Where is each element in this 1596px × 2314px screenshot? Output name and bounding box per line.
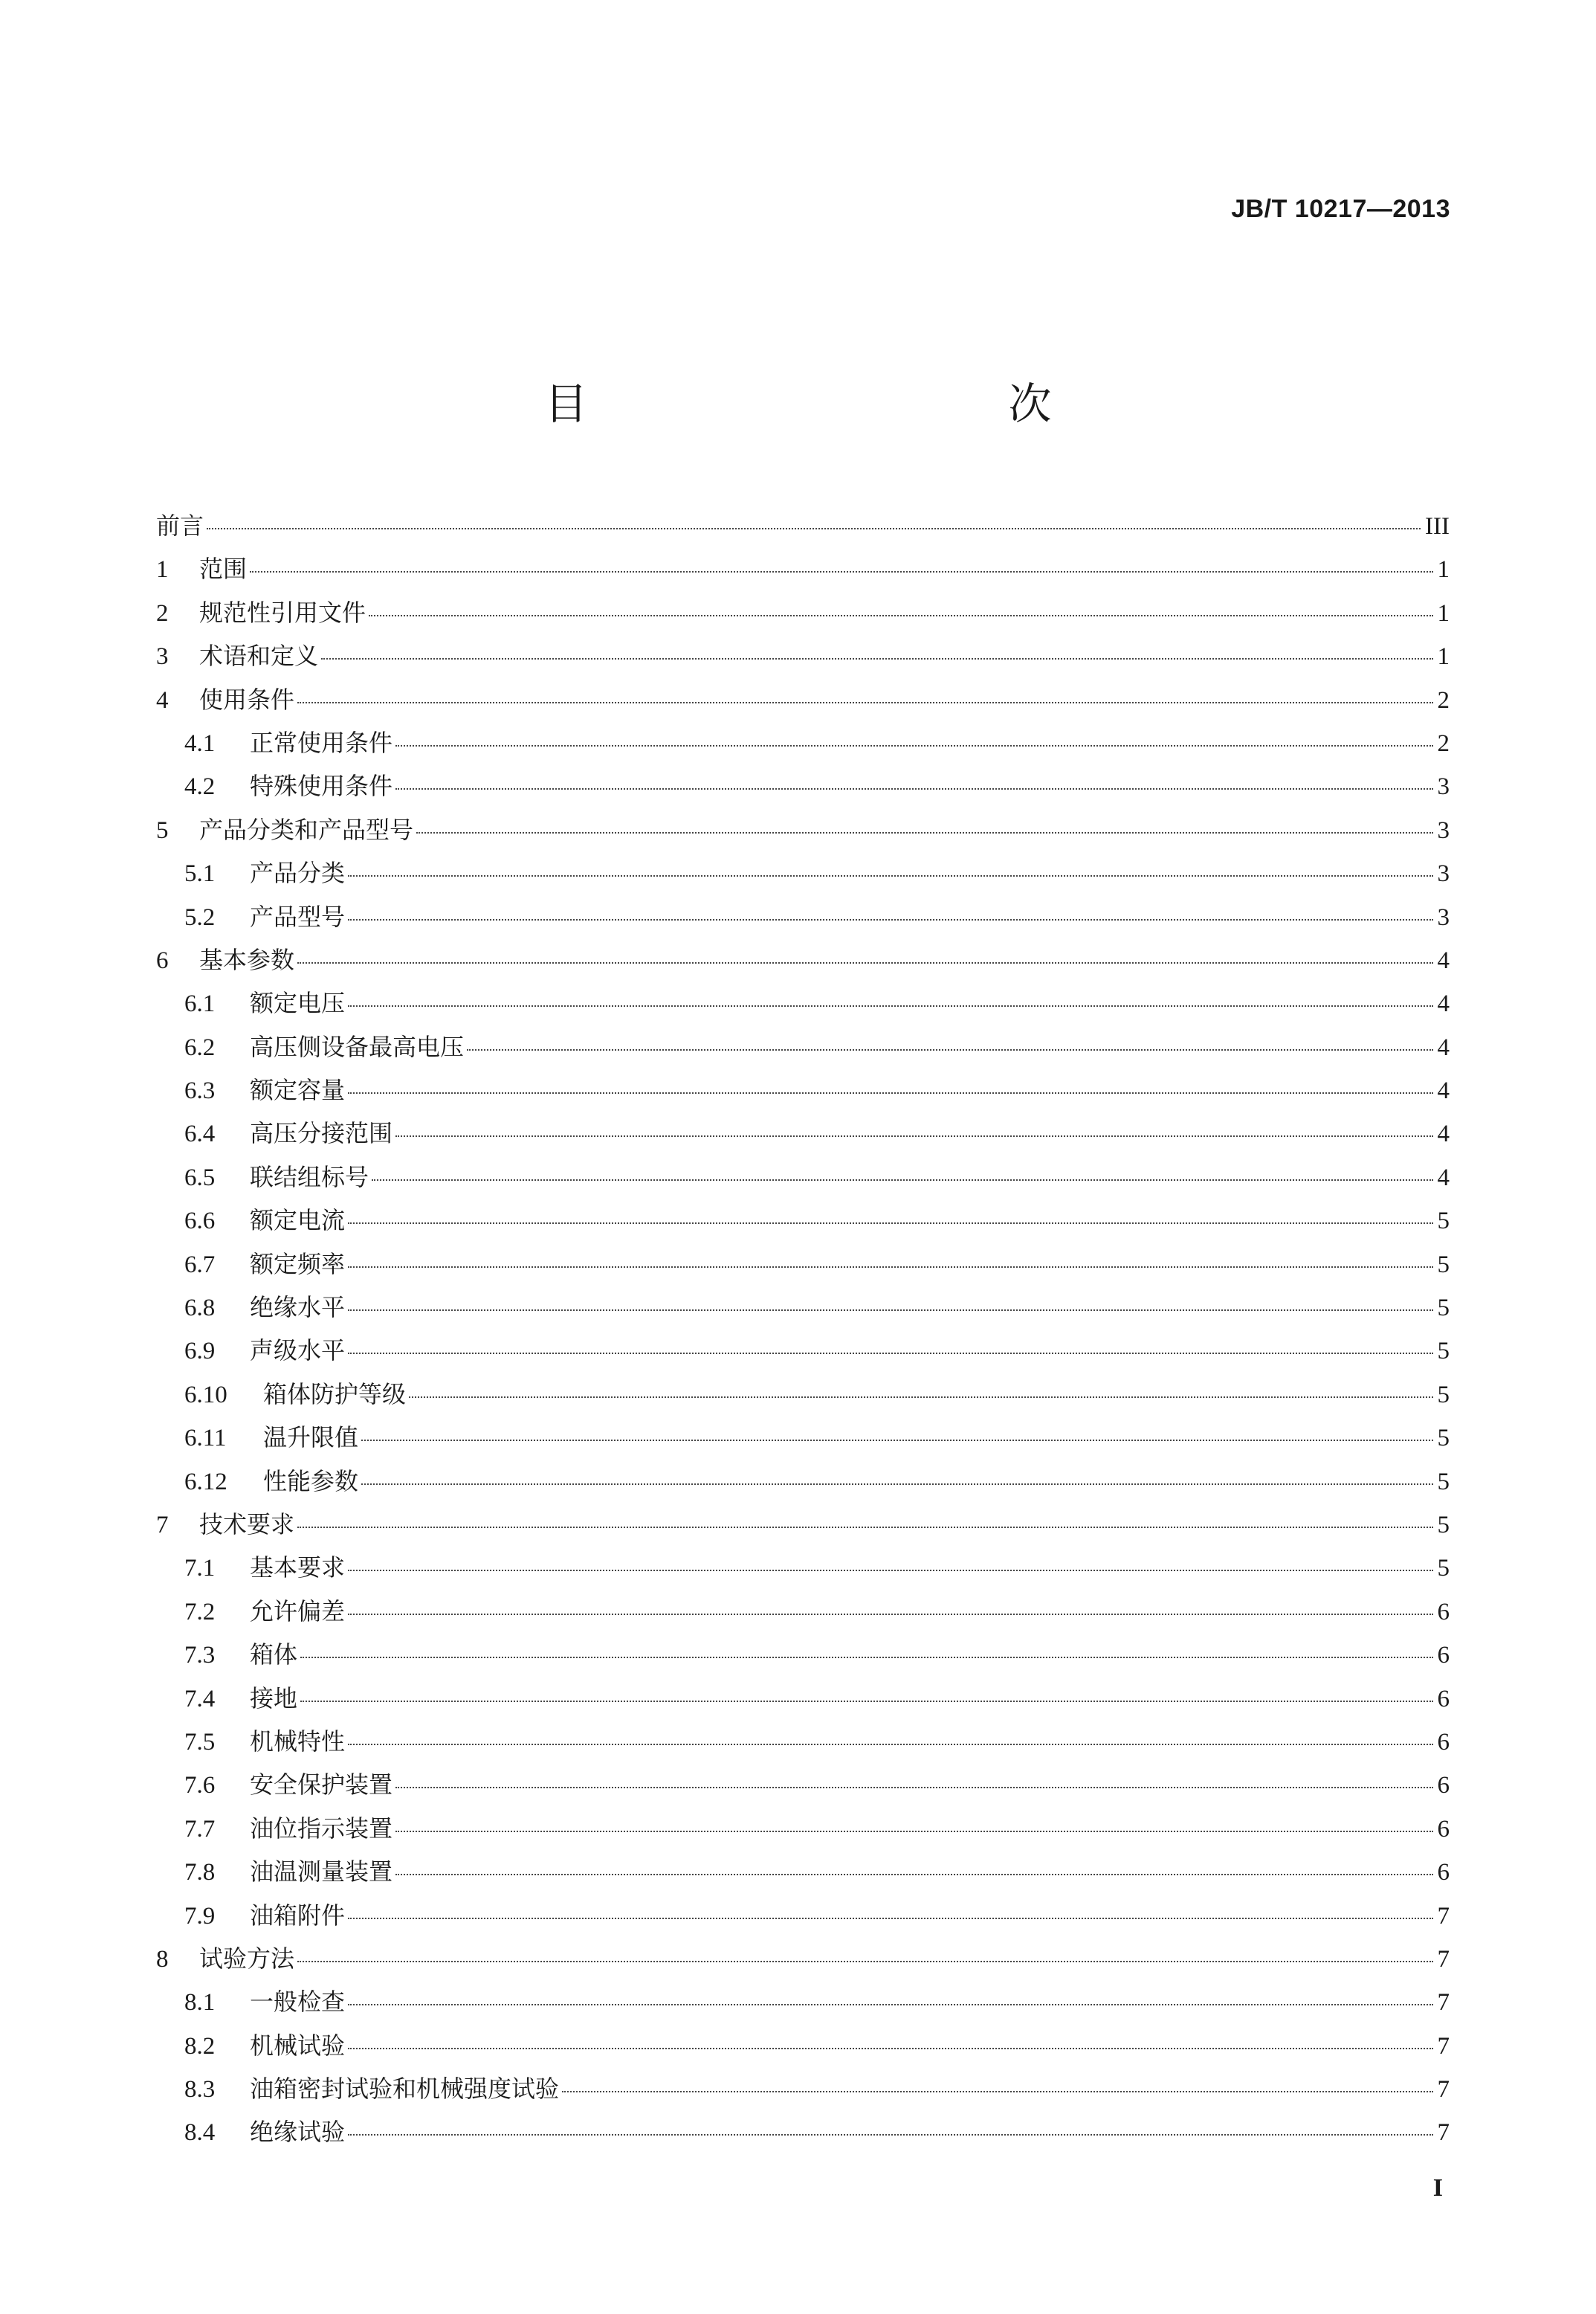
toc-entry-label: 性能参数 — [263, 1466, 359, 1495]
toc-dot-leader — [348, 1570, 1432, 1571]
toc-dot-leader — [348, 1222, 1432, 1224]
toc-dot-leader — [395, 1831, 1432, 1832]
toc-entry[interactable] — [156, 767, 1450, 810]
toc-entry[interactable] — [156, 1549, 1450, 1592]
toc-entry-number: 6.1 — [184, 990, 216, 1018]
toc-entry-label: 机械试验 — [250, 2031, 346, 2060]
toc-dot-leader — [467, 1049, 1432, 1051]
toc-entry-number: 3 — [156, 643, 169, 671]
toc-entry-page: 2 — [1437, 729, 1450, 757]
toc-entry-page: 5 — [1437, 1251, 1450, 1278]
toc-dot-leader — [348, 1918, 1432, 1919]
toc-entry[interactable] — [156, 984, 1450, 1028]
toc-dot-leader — [348, 1744, 1432, 1745]
toc-entry-label: 特殊使用条件 — [250, 772, 393, 801]
toc-entry-label: 绝缘试验 — [250, 2118, 346, 2147]
toc-entry-page: 4 — [1437, 1077, 1450, 1105]
toc-entry-number: 5.2 — [184, 903, 216, 931]
toc-entry-number: 4.2 — [184, 773, 216, 801]
toc-entry-number: 7.4 — [184, 1685, 216, 1712]
toc-entry-label: 油温测量装置 — [250, 1857, 393, 1886]
toc-entry-label: 术语和定义 — [199, 642, 319, 671]
toc-entry-number: 8 — [156, 1945, 169, 1973]
toc-entry-number: 6 — [156, 947, 169, 974]
toc-entry[interactable] — [156, 637, 1450, 680]
toc-entry[interactable] — [156, 1071, 1450, 1115]
toc-entry[interactable] — [156, 1419, 1450, 1462]
toc-dot-leader — [297, 1961, 1432, 1962]
toc-entry[interactable] — [156, 1028, 1450, 1071]
toc-entry[interactable] — [156, 1853, 1450, 1896]
toc-entry[interactable] — [156, 507, 1450, 550]
toc-entry-label: 高压侧设备最高电压 — [250, 1032, 465, 1061]
toc-entry[interactable] — [156, 1376, 1450, 1419]
toc-entry-label: 正常使用条件 — [250, 728, 393, 757]
toc-entry-page: 4 — [1437, 947, 1450, 974]
toc-entry-number: 6.6 — [184, 1208, 216, 1235]
toc-entry-number: 8.4 — [184, 2119, 216, 2147]
toc-entry-number: 6.8 — [184, 1295, 216, 1322]
toc-dot-leader — [395, 1135, 1432, 1137]
toc-entry[interactable] — [156, 681, 1450, 724]
toc-dot-leader — [562, 2091, 1432, 2092]
toc-entry-page: 4 — [1437, 990, 1450, 1018]
toc-entry-label: 箱体防护等级 — [263, 1379, 407, 1408]
toc-dot-leader — [361, 1483, 1432, 1485]
toc-entry[interactable] — [156, 2070, 1450, 2113]
toc-entry-page: 6 — [1437, 1772, 1450, 1799]
toc-entry-page: 4 — [1437, 1164, 1450, 1191]
toc-entry-number: 7.1 — [184, 1555, 216, 1582]
toc-title: 目 次 — [544, 378, 1163, 429]
toc-entry-page: 5 — [1437, 1208, 1450, 1235]
toc-entry[interactable] — [156, 550, 1450, 593]
toc-entry-page: 4 — [1437, 1034, 1450, 1061]
toc-entry-label: 机械特性 — [250, 1727, 346, 1756]
toc-entry-label: 接地 — [250, 1683, 298, 1712]
toc-entry-page: 7 — [1437, 2032, 1450, 2060]
toc-entry-page: 5 — [1437, 1425, 1450, 1452]
toc-entry[interactable] — [156, 898, 1450, 941]
toc-entry-page: 1 — [1437, 643, 1450, 671]
toc-entry-label: 额定电压 — [250, 989, 346, 1018]
toc-entry-number: 2 — [156, 599, 169, 627]
toc-entry-number: 6.4 — [184, 1121, 216, 1148]
toc-entry-number: 7.3 — [184, 1642, 216, 1669]
toc-entry-number: 7.2 — [184, 1598, 216, 1625]
toc-dot-leader — [297, 1527, 1432, 1528]
toc-entry-label: 产品分类和产品型号 — [199, 815, 414, 844]
toc-entry-number: 4.1 — [184, 729, 216, 757]
toc-entry-page: 7 — [1437, 1902, 1450, 1930]
toc-entry-page: 5 — [1437, 1468, 1450, 1495]
toc-entry-page: 4 — [1437, 1121, 1450, 1148]
toc-entry-number: 7 — [156, 1511, 169, 1538]
toc-entry-number: 7.6 — [184, 1772, 216, 1799]
toc-entry[interactable] — [156, 1158, 1450, 1202]
toc-entry-number: 6.11 — [184, 1425, 227, 1452]
toc-entry-number: 8.1 — [184, 1989, 216, 2017]
toc-entry[interactable] — [156, 1115, 1450, 1158]
toc-dot-leader — [409, 1396, 1432, 1398]
toc-entry-page: 7 — [1437, 2076, 1450, 2104]
toc-entry[interactable] — [156, 1506, 1450, 1549]
toc-entry[interactable] — [156, 1289, 1450, 1332]
toc-entry-number: 8.2 — [184, 2032, 216, 2060]
toc-entry-label: 油箱密封试验和机械强度试验 — [250, 2075, 560, 2104]
toc-dot-leader — [395, 745, 1432, 747]
toc-entry-label: 规范性引用文件 — [199, 598, 366, 627]
toc-entry-label: 联结组标号 — [250, 1162, 369, 1191]
toc-entry-label: 油位指示装置 — [250, 1814, 393, 1843]
toc-entry-label: 允许偏差 — [250, 1596, 346, 1625]
toc-dot-leader — [300, 1701, 1432, 1702]
toc-entry[interactable] — [156, 2113, 1450, 2156]
toc-entry-page: III — [1425, 513, 1450, 540]
toc-entry-label: 基本参数 — [199, 945, 295, 974]
toc-dot-leader — [372, 1179, 1432, 1181]
toc-dot-leader — [321, 658, 1432, 660]
toc-entry-number: 6.12 — [184, 1468, 227, 1495]
toc-entry-label: 产品型号 — [250, 902, 346, 931]
toc-dot-leader — [348, 875, 1432, 877]
toc-entry-number: 5.1 — [184, 860, 216, 888]
toc-entry[interactable] — [156, 1940, 1450, 1983]
toc-entry-label: 箱体 — [250, 1640, 298, 1669]
toc-entry-label: 试验方法 — [199, 1944, 295, 1973]
toc-entry-page: 6 — [1437, 1642, 1450, 1669]
toc-entry[interactable] — [156, 1202, 1450, 1245]
toc-dot-leader — [297, 702, 1432, 703]
toc-entry-page: 3 — [1437, 860, 1450, 888]
toc-entry-number: 4 — [156, 686, 169, 714]
toc-entry-number: 7.8 — [184, 1859, 216, 1886]
toc-entry-page: 5 — [1437, 1381, 1450, 1408]
toc-entry-page: 5 — [1437, 1295, 1450, 1322]
toc-entry[interactable] — [156, 1593, 1450, 1636]
toc-dot-leader — [297, 962, 1432, 964]
toc-entry-page: 7 — [1437, 2119, 1450, 2147]
toc-dot-leader — [348, 2004, 1432, 2005]
toc-entry[interactable] — [156, 941, 1450, 984]
toc-entry-number: 6.9 — [184, 1338, 216, 1365]
toc-entry-number: 7.7 — [184, 1815, 216, 1843]
toc-entry-page: 6 — [1437, 1859, 1450, 1886]
table-of-contents — [156, 507, 1450, 2157]
toc-dot-leader — [348, 1005, 1432, 1007]
toc-dot-leader — [395, 788, 1432, 790]
toc-entry-number: 5 — [156, 816, 169, 844]
toc-entry[interactable] — [156, 1766, 1450, 1809]
toc-entry-number: 1 — [156, 556, 169, 584]
toc-entry-label: 安全保护装置 — [250, 1770, 393, 1799]
toc-entry[interactable] — [156, 1332, 1450, 1375]
toc-dot-leader — [348, 1309, 1432, 1311]
toc-entry-number: 7.9 — [184, 1902, 216, 1930]
toc-dot-leader — [348, 919, 1432, 921]
toc-entry-label: 前言 — [156, 512, 204, 540]
toc-entry-number: 6.3 — [184, 1077, 216, 1105]
toc-dot-leader — [207, 528, 1421, 529]
toc-entry-label: 基本要求 — [250, 1553, 346, 1582]
toc-entry-label: 额定容量 — [250, 1076, 346, 1105]
toc-entry-page: 3 — [1437, 903, 1450, 931]
toc-dot-leader — [300, 1657, 1432, 1658]
toc-entry[interactable] — [156, 724, 1450, 767]
toc-entry[interactable] — [156, 854, 1450, 897]
toc-entry-label: 油箱附件 — [250, 1901, 346, 1930]
toc-entry-number: 6.7 — [184, 1251, 216, 1278]
toc-dot-leader — [395, 1787, 1432, 1788]
toc-entry-label: 使用条件 — [199, 685, 295, 714]
toc-entry-label: 绝缘水平 — [250, 1293, 346, 1322]
toc-entry-page: 6 — [1437, 1815, 1450, 1843]
toc-entry-page: 5 — [1437, 1511, 1450, 1538]
toc-entry-page: 6 — [1437, 1728, 1450, 1756]
toc-dot-leader — [348, 1353, 1432, 1354]
toc-entry-number: 6.2 — [184, 1034, 216, 1061]
toc-entry-label: 产品分类 — [250, 859, 346, 888]
toc-entry-page: 2 — [1437, 686, 1450, 714]
toc-dot-leader — [348, 1614, 1432, 1615]
toc-dot-leader — [348, 2048, 1432, 2049]
toc-entry-number: 7.5 — [184, 1728, 216, 1756]
toc-entry-page: 5 — [1437, 1338, 1450, 1365]
toc-entry-number: 8.3 — [184, 2076, 216, 2104]
toc-entry-page: 6 — [1437, 1685, 1450, 1712]
toc-entry-label: 额定频率 — [250, 1249, 346, 1278]
page-number: I — [1432, 2174, 1443, 2202]
toc-entry-page: 3 — [1437, 773, 1450, 801]
toc-entry[interactable] — [156, 1680, 1450, 1723]
toc-entry[interactable] — [156, 1897, 1450, 1940]
toc-dot-leader — [250, 571, 1432, 573]
toc-dot-leader — [348, 1092, 1432, 1094]
toc-entry[interactable] — [156, 1810, 1450, 1853]
toc-entry-page: 3 — [1437, 816, 1450, 844]
toc-entry-number: 6.5 — [184, 1164, 216, 1191]
toc-dot-leader — [348, 2134, 1432, 2136]
toc-entry-page: 1 — [1437, 599, 1450, 627]
toc-entry-label: 额定电流 — [250, 1206, 346, 1235]
toc-entry[interactable] — [156, 594, 1450, 637]
document-code: JB/T 10217—2013 — [1231, 195, 1450, 223]
toc-dot-leader — [348, 1266, 1432, 1268]
toc-entry-page: 5 — [1437, 1555, 1450, 1582]
toc-dot-leader — [416, 832, 1432, 834]
toc-entry-label: 声级水平 — [250, 1336, 346, 1365]
toc-entry[interactable] — [156, 1245, 1450, 1289]
toc-entry[interactable] — [156, 1636, 1450, 1679]
toc-entry-label: 范围 — [199, 555, 248, 584]
toc-entry-page: 1 — [1437, 556, 1450, 584]
toc-entry-label: 温升限值 — [263, 1423, 359, 1452]
toc-entry[interactable] — [156, 1723, 1450, 1766]
toc-entry-label: 一般检查 — [250, 1988, 346, 2017]
toc-entry[interactable] — [156, 1463, 1450, 1506]
toc-entry-number: 6.10 — [184, 1381, 227, 1408]
toc-entry-page: 7 — [1437, 1989, 1450, 2017]
toc-entry-label: 技术要求 — [199, 1509, 295, 1538]
toc-entry-label: 高压分接范围 — [250, 1119, 393, 1148]
toc-dot-leader — [361, 1440, 1432, 1441]
toc-dot-leader — [395, 1874, 1432, 1875]
toc-entry[interactable] — [156, 2027, 1450, 2070]
toc-dot-leader — [369, 615, 1432, 616]
toc-entry[interactable] — [156, 1983, 1450, 2026]
toc-entry[interactable] — [156, 811, 1450, 854]
toc-entry-page: 7 — [1437, 1945, 1450, 1973]
toc-entry-page: 6 — [1437, 1598, 1450, 1625]
